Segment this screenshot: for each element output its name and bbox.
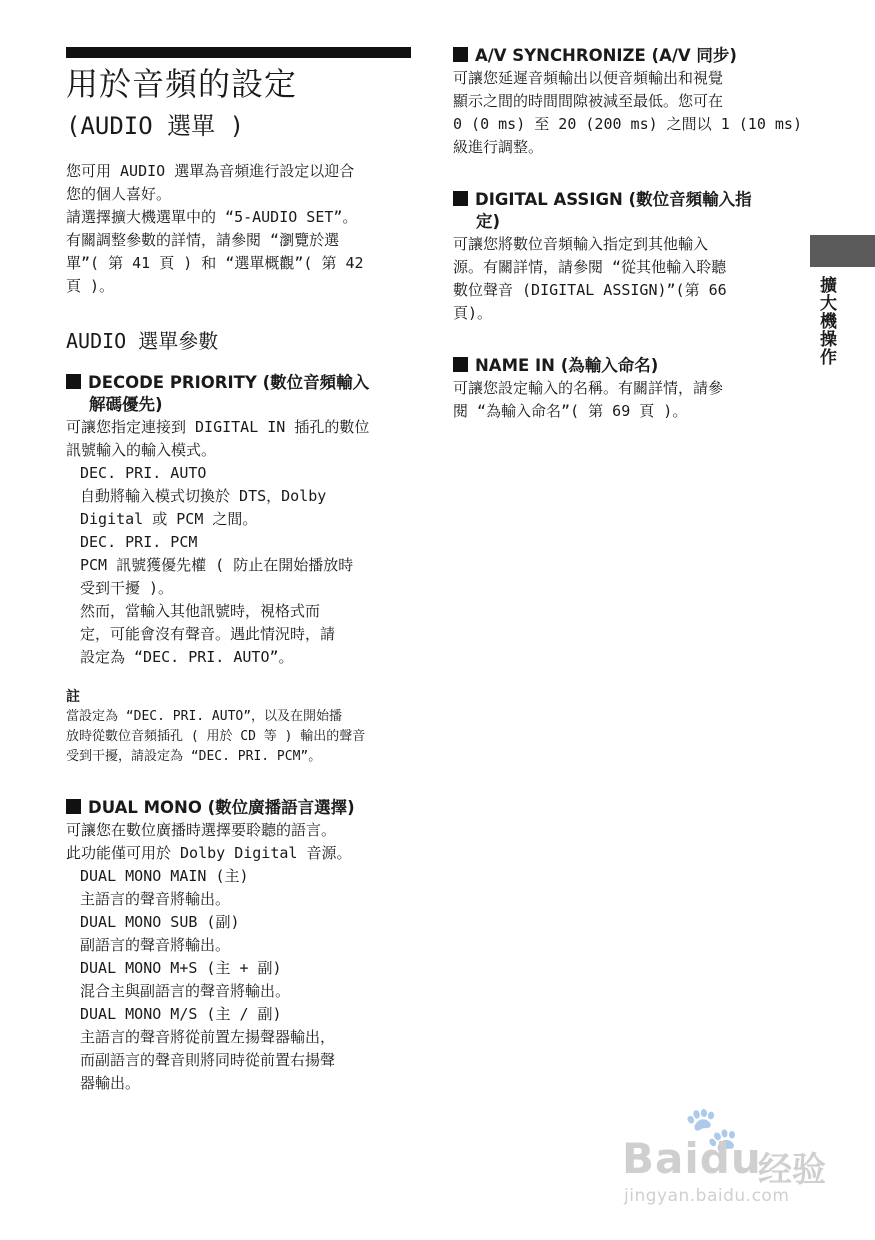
intro-line: 您可用 AUDIO 選單為音頻進行設定以迎合	[66, 162, 355, 180]
option-line: DEC. PRI. AUTO	[80, 464, 207, 482]
decode-priority-heading	[66, 372, 418, 416]
option-line: 然而，當輸入其他訊號時，視格式而	[80, 602, 321, 620]
name-in-heading	[453, 355, 805, 377]
desc-line: 0 (0 ms) 至 20 (200 ms) 之間以 1 (10 ms)	[453, 115, 802, 133]
square-bullet-icon	[66, 799, 81, 814]
heading-text: 定)	[476, 212, 501, 231]
desc-line: 源。有關詳情，請參閱 “從其他輸入聆聽	[453, 258, 727, 276]
dual-mono-heading	[66, 797, 418, 819]
desc-line: 顯示之間的時間間隙被減至最低。您可在	[453, 92, 724, 110]
heading-text: DIGITAL ASSIGN (數位音頻輸入指	[475, 190, 752, 209]
page-subtitle: (AUDIO 選單 )	[66, 112, 245, 140]
baidu-watermark	[622, 1104, 832, 1208]
heading-text: DECODE PRIORITY (數位音頻輸入	[88, 373, 370, 392]
option-line: PCM 訊號獲優先權 ( 防止在開始播放時	[80, 556, 354, 574]
note-line: 當設定為 “DEC. PRI. AUTO”，以及在開始播	[66, 709, 343, 724]
heading-text: 解碼優先)	[89, 395, 163, 414]
option-line: 主語言的聲音將輸出。	[80, 890, 231, 908]
av-sync-heading	[453, 45, 805, 67]
decode-priority-options	[66, 462, 418, 669]
desc-line: 此功能僅可用於 Dolby Digital 音源。	[66, 844, 352, 862]
square-bullet-icon	[453, 47, 468, 62]
section-heading: AUDIO 選單參數	[66, 329, 219, 353]
watermark-brand	[622, 1134, 762, 1183]
heading-text: DUAL MONO (數位廣播語言選擇)	[88, 798, 355, 817]
option-line: DUAL MONO MAIN (主)	[80, 867, 249, 885]
option-line: 自動將輸入模式切換於 DTS，Dolby	[80, 487, 327, 505]
desc-line: 數位聲音 (DIGITAL ASSIGN)”(第 66	[453, 281, 727, 299]
top-rule-bar	[66, 47, 411, 58]
desc-line: 可讓您指定連接到 DIGITAL IN 插孔的數位	[66, 418, 370, 436]
watermark-cn: 经验	[758, 1150, 826, 1190]
left-column	[66, 160, 418, 1095]
desc-line: 級進行調整。	[453, 138, 544, 156]
page-title: 用於音頻的設定	[66, 65, 298, 103]
square-bullet-icon	[66, 374, 81, 389]
right-column	[453, 45, 805, 423]
intro-paragraph	[66, 160, 418, 298]
desc-line: 可讓您在數位廣播時選擇要聆聽的語言。	[66, 821, 337, 839]
dual-mono-options	[66, 865, 418, 1095]
dual-mono-desc	[66, 819, 418, 865]
intro-line: 有關調整參數的詳情，請參閱 “瀏覽於選	[66, 231, 340, 249]
chapter-tab	[810, 235, 875, 267]
option-line: 受到干擾 )。	[80, 579, 174, 597]
desc-line: 頁)。	[453, 304, 493, 322]
option-line: 定，可能會沒有聲音。遇此情況時，請	[80, 625, 336, 643]
note-text	[66, 707, 418, 767]
desc-line: 可讓您延遲音頻輸出以便音頻輸出和視覺	[453, 69, 724, 87]
note-heading: 註	[66, 689, 80, 705]
digital-assign-desc	[453, 233, 805, 325]
option-line: DUAL MONO SUB (副)	[80, 913, 240, 931]
square-bullet-icon	[453, 191, 468, 206]
desc-line: 訊號輸入的輸入模式。	[66, 441, 217, 459]
option-line: 混合主與副語言的聲音將輸出。	[80, 982, 291, 1000]
watermark-brand-part: Bai	[622, 1134, 700, 1183]
desc-line: 可讓您設定輸入的名稱。有關詳情，請參	[453, 379, 724, 397]
digital-assign-heading	[453, 189, 805, 233]
option-line: 主語言的聲音將從前置左揚聲器輸出，	[80, 1028, 336, 1046]
heading-text: A/V SYNCHRONIZE (A/V 同步)	[475, 46, 737, 65]
option-line: 而副語言的聲音則將同時從前置右揚聲	[80, 1051, 336, 1069]
square-bullet-icon	[453, 357, 468, 372]
intro-line: 單”( 第 41 頁 ) 和 “選單概觀”( 第 42	[66, 254, 364, 272]
chapter-side-label: 擴大機操作	[816, 276, 836, 366]
decode-priority-desc	[66, 416, 418, 462]
intro-line: 您的個人喜好。	[66, 185, 172, 203]
name-in-desc	[453, 377, 805, 423]
desc-line: 可讓您將數位音頻輸入指定到其他輸入	[453, 235, 709, 253]
option-line: Digital 或 PCM 之間。	[80, 510, 258, 528]
option-line: DUAL MONO M/S (主 / 副)	[80, 1005, 282, 1023]
note-line: 放時從數位音頻插孔 ( 用於 CD 等 ) 輸出的聲音	[66, 729, 366, 744]
option-line: DUAL MONO M+S (主 + 副)	[80, 959, 282, 977]
heading-text: NAME IN (為輸入命名)	[475, 356, 659, 375]
desc-line: 閱 “為輸入命名”( 第 69 頁 )。	[453, 402, 688, 420]
option-line: 副語言的聲音將輸出。	[80, 936, 231, 954]
option-line: 設定為 “DEC. PRI. AUTO”。	[80, 648, 294, 666]
watermark-url: jingyan.baidu.com	[624, 1186, 790, 1206]
option-line: DEC. PRI. PCM	[80, 533, 198, 551]
watermark-brand-part: du	[699, 1134, 762, 1183]
option-line: 器輸出。	[80, 1074, 141, 1092]
intro-line: 請選擇擴大機選單中的 “5-AUDIO SET”。	[66, 208, 358, 226]
note-line: 受到干擾，請設定為 “DEC. PRI. PCM”。	[66, 749, 322, 764]
av-sync-desc	[453, 67, 805, 159]
intro-line: 頁 )。	[66, 277, 115, 295]
paw-icon: 🐾	[684, 1104, 739, 1155]
